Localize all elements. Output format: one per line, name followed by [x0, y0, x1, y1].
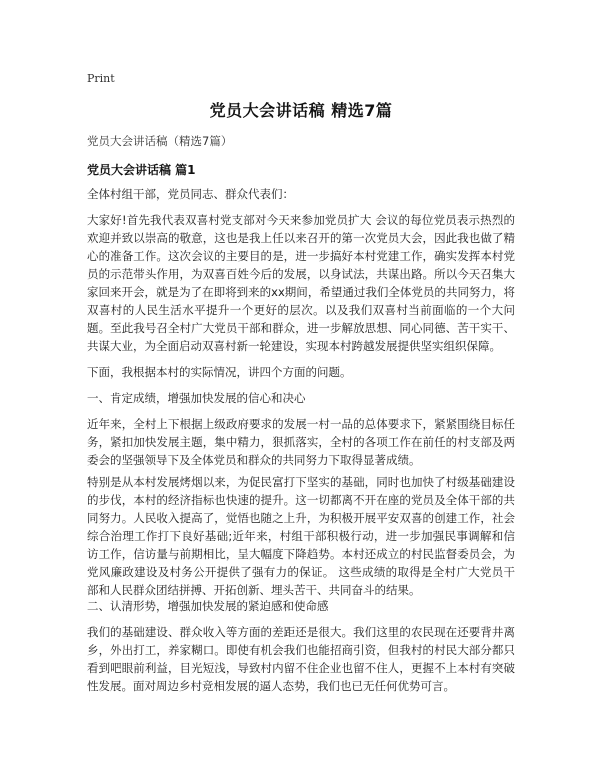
- paragraph-opening: 大家好!首先我代表双喜村党支部对今天来参加党员扩大 会议的每位党员表示热烈的欢迎并致以崇高的敬意，这也是我上任以来召开的第一次党员大会，因此我也做了精心的准备工作。这次会议的主要目的是，进一步搞好本村党建工作，确实发挥本村党员的示范带头作用，为双喜百姓今后的发展，以身试法，共谋出路。所以今天召集大家回来开会，就是为了在即将到来的xx期间，希望通过我们全体党员的共同努力，将双喜村的人民生活水平提升一个更好的层次。以及我们双喜村当前面临的一个大问题。至此我号召全村广大党员干部和群众，进一步解放思想、同心同德、苦干实干、共谋大业，为全面启动双喜村新一轮建设，实现本村跨越发展提供坚实组织保障。: [87, 213, 515, 353]
- page-title: 党员大会讲话稿 精选7篇: [209, 101, 393, 120]
- paragraph-tobacco: 特别是从本村发展烤烟以来，为促民富打下坚实的基础，同时也加快了村级基础建设的步伐，本村的经济指标也快速的提升。这一切都离不开在座的党员及全体干部的共同努力。人民收入提高了，觉悟也随之上升，为积极开展平安双喜的创建工作，社会综合治理工作打下良好基础;近年来，村组干部积极行动，进一步加强民事调解和信访工作，信访量与前期相比，呈大幅度下降趋势。本村还成立的村民监督委员会，为党风廉政建设及村务公开提供了强有力的保证。 这些成绩的取得是全村广大党员干部和人民群众团结拼搏、开拓创新、埋头苦干、共同奋斗的结果。: [87, 475, 515, 597]
- paragraph-salutation: 全体村组干部，党员同志、群众代表们：: [87, 187, 294, 201]
- print-link[interactable]: Print: [87, 72, 115, 85]
- paragraph-intro-topics: 下面，我根据本村的实际情况，讲四个方面的问题。: [87, 365, 352, 379]
- paragraph-achievements: 近年来，全村上下根据上级政府要求的发展一村一品的总体要求下，紧紧围绕目标任务，紧扣加快发展主题，集中精力，狠抓落实，全村的各项工作在前任的村支部及两委会的坚强领导下及全体党员和群众的共同努力下取得显著成绩。: [87, 417, 515, 467]
- paragraph-heading-one: 一、肯定成绩，增强加快发展的信心和决心: [87, 391, 306, 405]
- paragraph-situation: 我们的基础建设、群众收入等方面的差距还是很大。我们这里的农民现在还要背井离乡，外出打工，养家糊口。即使有机会我们也能招商引资，但我村的村民大部分都只看到吧眼前利益，目光短浅，导致村内留不住企业也留不住人，更握不上本村有突破性发展。面对周边乡村竞相发展的逼人态势，我们也已无任何优势可言。: [87, 625, 515, 693]
- document-subtitle: 党员大会讲话稿（精选7篇）: [87, 134, 233, 148]
- paragraph-heading-two: 二、认清形势，增强加快发展的紧迫感和使命感: [87, 599, 329, 613]
- section-heading: 党员大会讲话稿 篇1: [87, 163, 196, 177]
